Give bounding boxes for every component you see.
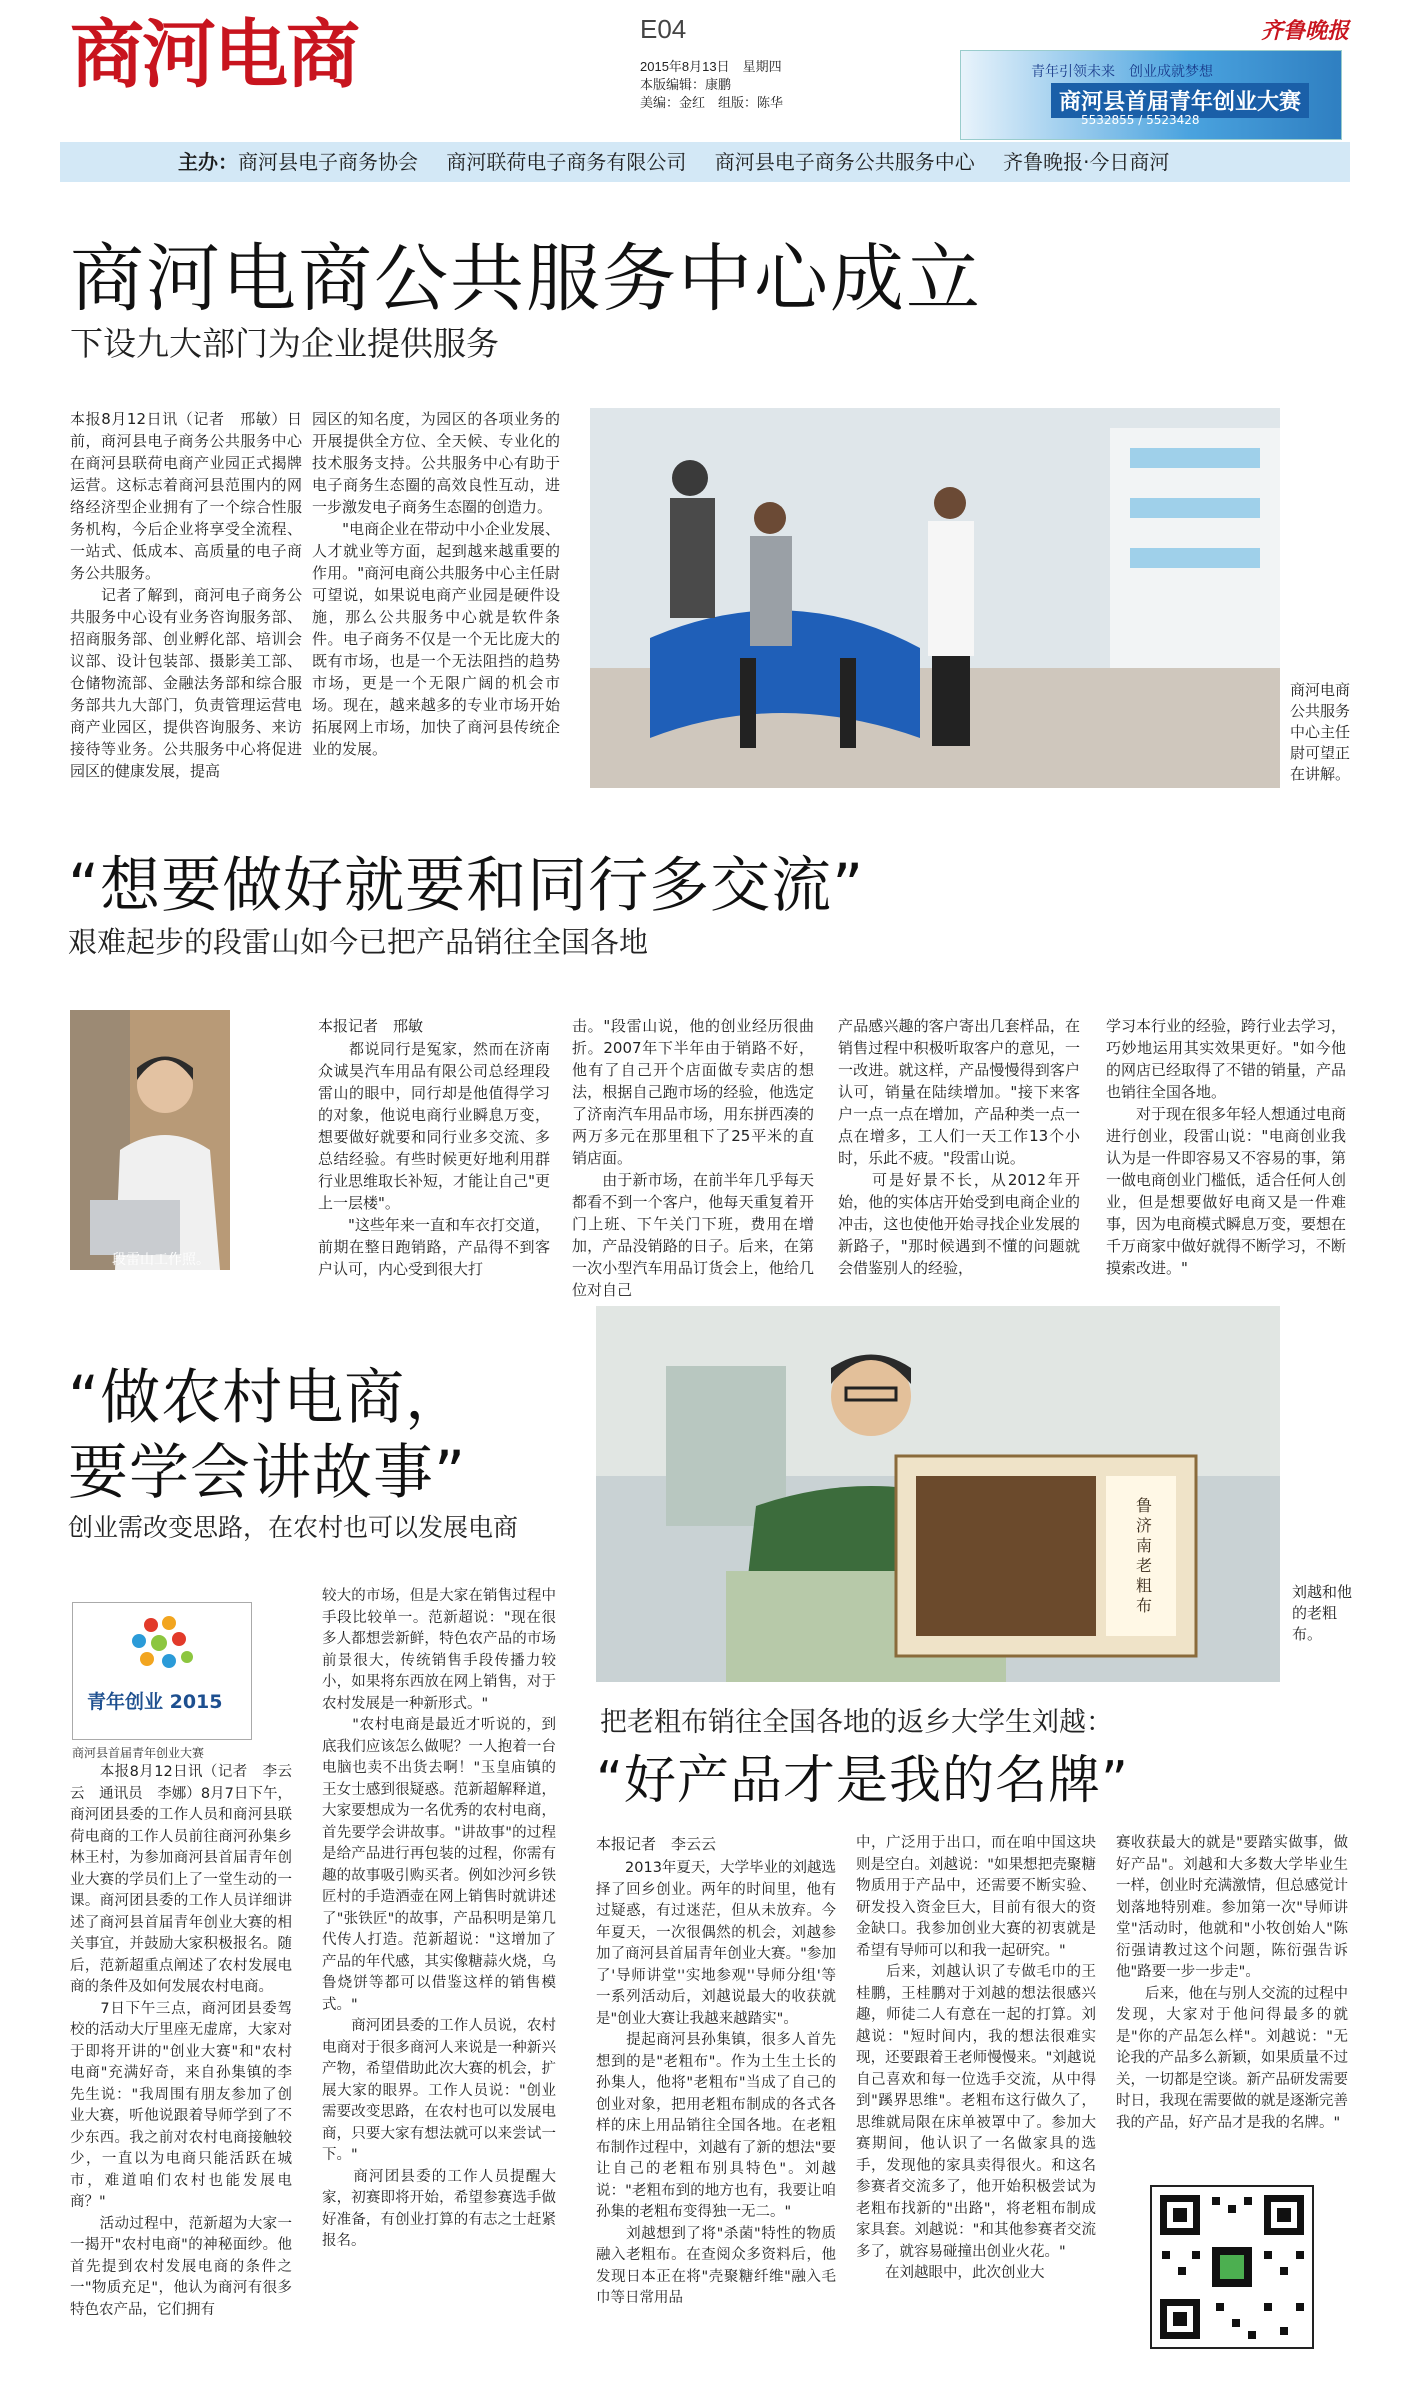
product-label: 鲁 济南老粗布 bbox=[1136, 1496, 1153, 1615]
contest-banner bbox=[960, 50, 1342, 140]
logo-text: 青年创业 2015 bbox=[87, 1691, 223, 1713]
article3-col1: 本报8月12日讯（记者 李云云 通讯员 李娜）8月7日下午，商河团县委的工作人员和商河县联荷电商的工作人员前往商河孙集乡林王村，为参加商河县首届青年创业大赛的学员们上了一堂生动的一课。商河团县委的工作人员详细讲述了商河县首届青年创业大赛的相关事宜，并鼓励大家积极报名。随后，范新超重点阐述了农村发展电商的条件及如何发展农村电商。 7日下午三点，商河团县委驾校的活动大厅里座无虚席，大家对于即将开讲的"创业大赛"和"农村电商"充满好奇，来自孙集镇的李先生说："我周围有朋友参加了创业大赛，听他说跟着导师学到了不少东西。我之前对农村电商接触较少，一直以为电商只能活跃在城市，难道咱们农村也能发展电商？" 活动过程中，范新超为大家一一揭开"农村电商"的神秘面纱。他首先提到农村发展电商的条件之一"物质充足"，他认为商河有很多特色农产品，它们拥有 bbox=[70, 1764, 292, 2318]
logo-caption: 商河县首届青年创业大赛 bbox=[72, 1746, 205, 1760]
article3-col2: 较大的市场，但是大家在销售过程中手段比较单一。范新超说："现在很多人都想尝新鲜，特色农产品的市场前景很大，传统销售手段传播力较小，如果将东西放在网上销售，对于农村发展是一种新形式。" "农村电商是最近才听说的，到底我们应该怎么做呢？一人抱着一台电脑也卖不出货去啊！"玉皇庙镇的王女士感到很疑惑。范新超解释道，大家要想成为一名优秀的农村电商，首先要学会讲故事。"讲故事"的过程是给产品进行再包装的过程，你需有趣的故事吸引购买者。例如沙河乡铁匠村的手造酒壶在网上销售时就讲述了"张铁匠"的故事，产品积明是第几代传人打造。范新超说："这增加了产品的年代感，其实像糖蒜火烧，乌鲁烧饼等都可以借鉴这样的销售模式。" 商河团县委的工作人员说，农村电商对于很多商河人来说是一种新兴产物，希望借助此次大赛的机会，扩展大家的眼界。工作人员说："创业需要改变思路，在农村也可以发展电商，只要大家有想法就可以来尝试一下。" 商河团县委的工作人员提醒大家，初赛即将开始，希望参赛选手做好准备，有创业打算的有志之士赶紧报名。 bbox=[322, 1588, 556, 2249]
newspaper-brand: 齐鲁晚报 bbox=[1260, 18, 1349, 44]
article1-photo-caption: 商河电商公共服务中心主任尉可望正在讲解。 bbox=[1290, 681, 1351, 783]
qr-code-icon bbox=[1152, 2187, 1312, 2347]
host-item: 商河县电子商务协会 bbox=[238, 150, 418, 174]
banner-slogan: 青年引领未来 创业成就梦想 bbox=[1031, 64, 1213, 80]
article4-byline: 本报记者 李云云 bbox=[596, 1835, 717, 1853]
article2-byline: 本报记者 邢敏 bbox=[318, 1017, 424, 1035]
logo-dots-icon bbox=[73, 1603, 251, 1683]
article2-col1: 都说同行是冤家，然而在济南众诚昊汽车用品有限公司总经理段雷山的眼中，同行却是他值得学习的对象，他说电商行业瞬息万变，想要做好就要和同行业多交流、多总结经验。有些时候更好地利用群行业思维取长补短，才能让自己"更上一层楼"。 "这些年来一直和车衣打交道，前期在整日跑销路，产品得不到客户认可，内心受到很大打 bbox=[318, 1040, 550, 1278]
host-bar bbox=[60, 142, 1350, 182]
editor-credit: 本版编辑：康鹏 bbox=[640, 77, 732, 92]
service-center-photo bbox=[590, 408, 1280, 788]
duan-leishan-photo bbox=[70, 1010, 230, 1270]
article2-title: “想要做好就要和同行多交流” bbox=[68, 851, 865, 921]
qr-code bbox=[1150, 2185, 1314, 2349]
youth-entrepreneurship-logo bbox=[72, 1602, 252, 1740]
article2-col3: 产品感兴趣的客户寄出几套样品，在销售过程中积极听取客户的意见，一一改进。就这样，产品慢慢得到客户认可，销量在陆续增加。"接下来客户一点一点在增加，产品种类一点一点在增多，工人们一天工作13个小时，乐此不疲。"段雷山说。 可是好景不长，从2012年开始，他的实体店开始受到电商企业的冲击，这也使他开始寻找企业发展的新路子，"那时候遇到不懂的问题就会借鉴别人的经验， bbox=[838, 1017, 1080, 1277]
article4-kicker: 把老粗布销往全国各地的返乡大学生刘越： bbox=[600, 1707, 1113, 1738]
article4-photo-caption: 刘越和他的老粗布。 bbox=[1292, 1583, 1353, 1643]
article4-title: “好产品才是我的名牌” bbox=[596, 1751, 1129, 1811]
page-code: E04 bbox=[640, 14, 687, 44]
issue-date: 2015年8月13日 星期四 bbox=[640, 59, 782, 74]
article4-col1: 2013年夏天，大学毕业的刘越选择了回乡创业。两年的时间里，他有过疑惑，有过迷茫，但从未放弃。今年夏天，一次很偶然的机会，刘越参加了商河县首届青年创业大赛。"参加了'导师讲堂''实地参观''导师分组'等一系列活动后，刘越说最大的收获就是"创业大赛让我越来越踏实"。 提起商河县孙集镇，很多人首先想到的是"老粗布"。作为土生土长的孙集人，他将"老粗布"当成了自己的创业对象，把用老粗布制成的各式各样的床上用品销往全国各地。在老粗布制作过程中，刘越有了新的想法"要让自己的老粗布别具特色"。刘越说："老粗布到的地方也有，我要让咱孙集的老粗布变得独一无二。" 刘越想到了将"杀菌"特性的物质融入老粗布。在查阅众多资料后，他发现日本正在将"壳聚糖纤维"融入毛巾等日常用品 bbox=[596, 1860, 836, 2306]
service-center-illustration bbox=[590, 408, 1280, 788]
article2-subtitle: 艰难起步的段雷山如今已把产品销往全国各地 bbox=[68, 925, 649, 959]
banner-title: 商河县首届青年创业大赛 bbox=[1051, 83, 1309, 118]
masthead: 商河电商 bbox=[70, 12, 358, 98]
article3-title-line2: 要学会讲故事” bbox=[68, 1438, 467, 1508]
host-item: 齐鲁晚报·今日商河 bbox=[1003, 150, 1170, 174]
article2-col2: 击。"段雷山说，他的创业经历很曲折。2007年下半年由于销路不好，他有了自己开个店面做专卖店的想法，根据自己跑市场的经验，他选定了济南汽车用品市场，用东拼西凑的两万多元在那里租下了25平米的直销店面。 由于新市场，在前半年几乎每天都看不到一个客户，他每天重复着开门上班、下午关门下班，费用在增加，产品没销路的日子。后来，在第一次小型汽车用品订货会上，他给几位对自己 bbox=[572, 1017, 814, 1299]
article4-col3: 赛收获最大的就是"要踏实做事，做好产品"。刘越和大多数大学毕业生一样，创业时充满激情，但总感觉计划落地特别难。参加第一次"导师讲堂"活动时，他就和"小牧创始人"陈衍强请教过这个问题，陈衍强告诉他"路要一步一步走"。 后来，他在与别人交流的过程中发现，大家对于他问得最多的就是"你的产品怎么样"。刘越说："无论我的产品多么新颖，如果质量不过关，一切都是空谈。新产品研发需要时日，我现在需要做的就是逐渐完善我的产品，好产品才是我的名牌。" bbox=[1116, 1835, 1348, 2131]
liu-yue-illustration bbox=[596, 1306, 1280, 1682]
portrait-illustration bbox=[70, 1010, 230, 1270]
article1-subtitle: 下设九大部门为企业提供服务 bbox=[70, 324, 499, 363]
article2-col4: 学习本行业的经验，跨行业去学习，巧妙地运用其实效果更好。"如今他的网店已经取得了不错的销量，产品也销往全国各地。 对于现在很多年轻人想通过电商进行创业，段雷山说："电商创业我认为是一件即容易又不容易的事，第一做电商创业门槛低，适合任何人创业，但是想要做好电商又是一件难事，因为电商模式瞬息万变，要想在千万商家中做好就得不断学习，不断摸索改进。" bbox=[1106, 1017, 1347, 1277]
article1-title: 商河电商公共服务中心成立 bbox=[70, 236, 982, 322]
article1-col1: 本报8月12日讯（记者 邢敏）日前，商河县电子商务公共服务中心在商河县联荷电商产业园正式揭牌运营。这标志着商河县范围内的网络经济型企业拥有了一个综合性服务机构，今后企业将享受全流程、一站式、低成本、高质量的电子商务公共服务。 记者了解到，商河电子商务公共服务中心设有业务咨询服务部、招商服务部、创业孵化部、培训会议部、设计包装部、摄影美工部、仓储物流部、金融法务部和综合服务部共九大部门，负责管理运营电商产业园区，提供咨询服务、来访接待等业务。公共服务中心将促进园区的健康发展，提高 bbox=[70, 410, 302, 780]
host-label: 主办： bbox=[178, 150, 238, 174]
design-credit: 美编：金红 组版：陈华 bbox=[640, 95, 784, 110]
article3-title-line1: “做农村电商， bbox=[68, 1363, 467, 1433]
article2-photo-caption: 段雷山工作照。 bbox=[112, 1252, 210, 1268]
article1-col2: 园区的知名度，为园区的各项业务的开展提供全方位、全天候、专业化的技术服务支持。公共服务中心有助于电子商务生态圈的高效良性互动，进一步激发电子商务生态圈的创造力。 "电商企业在带动中小企业发展、人才就业等方面，起到越来越重要的作用。"商河电商公共服务中心主任尉可望说，如果说电商产业园是硬件设施，那么公共服务中心就是软件条件。电子商务不仅是一个无比庞大的既有市场，也是一个无法阻挡的趋势市场，更是一个无限广阔的机会市场。现在，越来越多的专业市场开始拓展网上市场，加快了商河县传统企业的发展。 bbox=[312, 410, 560, 758]
host-item: 商河联荷电子商务有限公司 bbox=[446, 150, 687, 174]
host-item: 商河县电子商务公共服务中心 bbox=[714, 150, 975, 174]
liu-yue-photo bbox=[596, 1306, 1280, 1682]
article4-col2: 中，广泛用于出口，而在咱中国这块则是空白。刘越说："如果想把壳聚糖物质用于产品中，还需要不断实验、研发投入资金巨大，目前有很大的资金缺口。我参加创业大赛的初衷就是希望有导师可以和我一起研究。" 后来，刘越认识了专做毛巾的王桂鹏，王桂鹏对于刘越的想法很感兴趣，师徒二人有意在一起的打算。刘越说："短时间内，我的想法很难实现，还要跟着王老师慢慢来。"刘越说自己喜欢和每一位选手交流，从中得到"蹊界思维"。老粗布这行做久了，思维就局限在床单被罩中了。参加大赛期间，他认识了一名做家具的选手，发现他的家具卖得很火。和这名参赛者交流多了，他开始积极尝试为老粗布找新的"出路"，将老粗布制成家具套。刘越说："和其他参赛者交流多了，就容易碰撞出创业火花。" 在刘越眼中，此次创业大 bbox=[856, 1835, 1096, 2281]
article3-subtitle: 创业需改变思路，在农村也可以发展电商 bbox=[68, 1513, 519, 1542]
banner-phone: 5532855 / 5523428 bbox=[1081, 113, 1200, 127]
